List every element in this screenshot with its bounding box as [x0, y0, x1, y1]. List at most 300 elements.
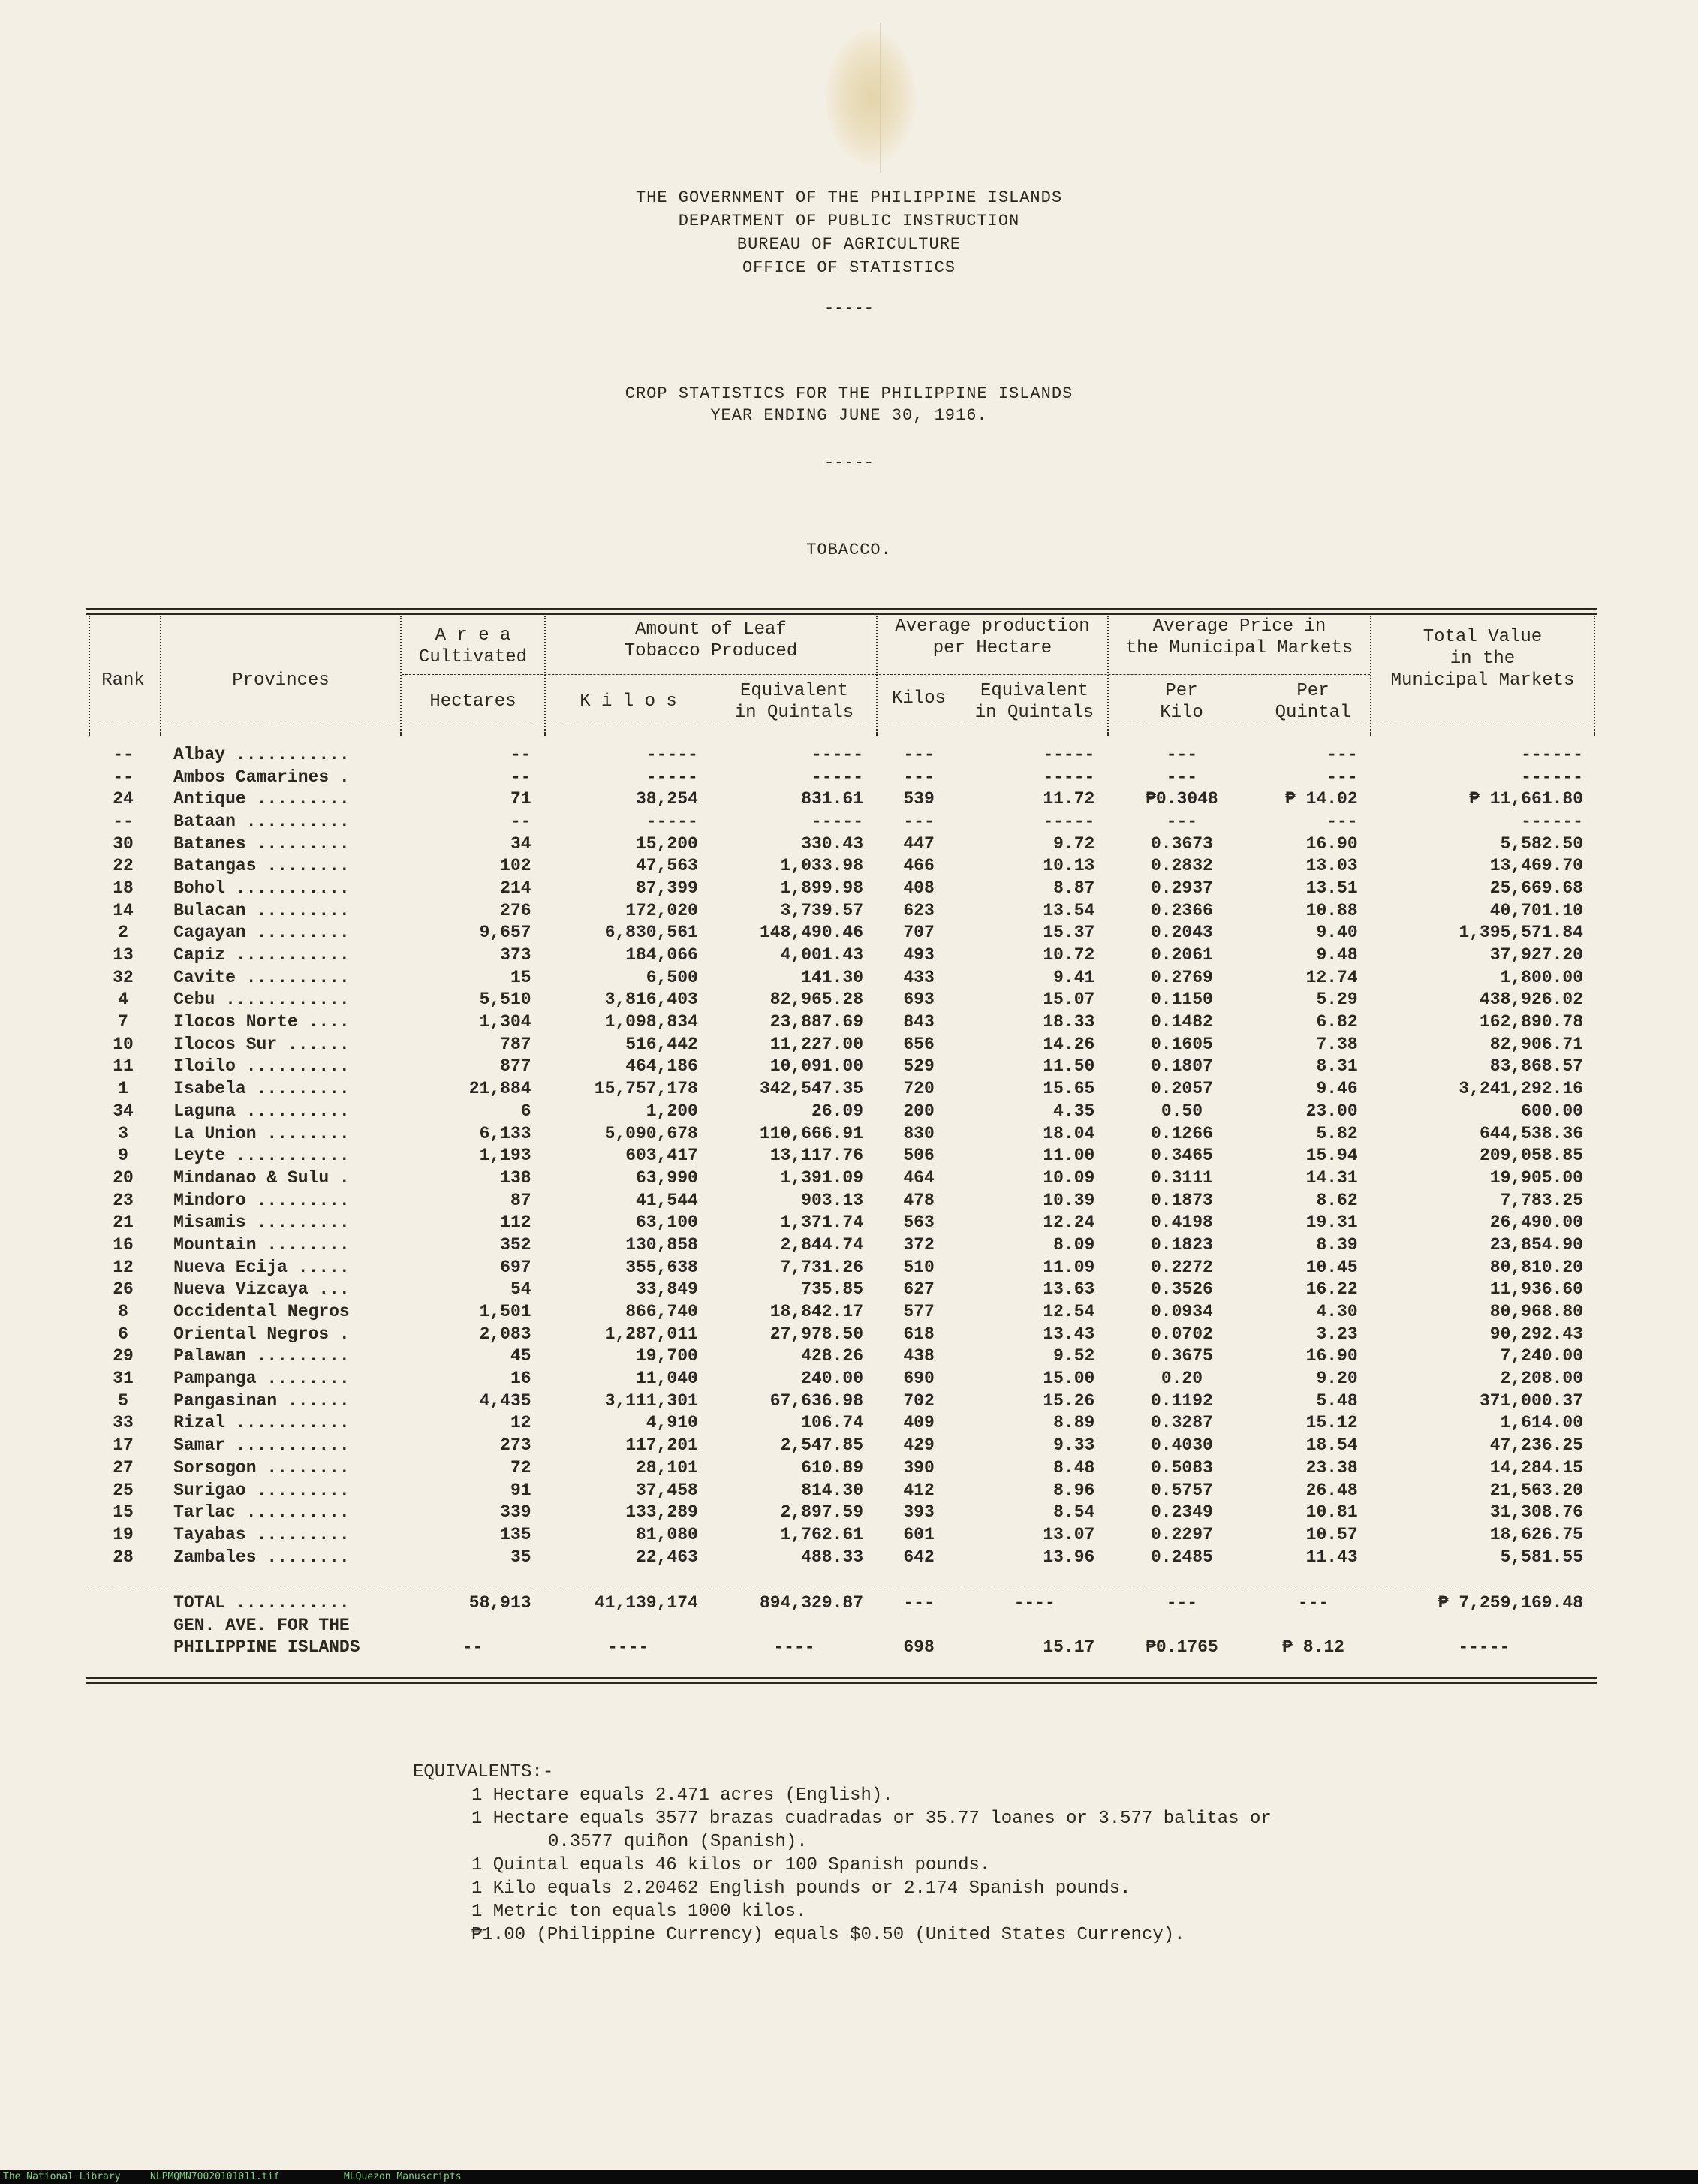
row-avg-kilos: 563	[903, 1212, 935, 1233]
row-hectares: 6,133	[479, 1123, 531, 1143]
row-avg-kilos: 627	[903, 1279, 935, 1300]
row-per-kilo: 0.2272	[1151, 1257, 1213, 1277]
col-total-label-3: Municipal Markets	[1390, 670, 1575, 691]
row-total-value: ₱ 11,661.80	[1469, 789, 1583, 809]
row-province: Cagayan .........	[173, 923, 350, 943]
row-rank: 31	[113, 1369, 134, 1389]
table-row	[86, 1077, 1597, 1100]
row-rank: 34	[113, 1101, 134, 1121]
col-provinces: Provinces	[232, 670, 330, 691]
row-total-value: 371,000.37	[1479, 1390, 1583, 1411]
row-hectares: 102	[500, 856, 531, 876]
table-row	[86, 989, 1597, 1011]
col-equiv-quintals	[712, 680, 876, 724]
row-quintals: -----	[811, 744, 864, 764]
row-quintals: 67,636.98	[769, 1390, 864, 1411]
row-hectares: --	[510, 811, 531, 831]
col-avg-kilos: Kilos	[891, 688, 946, 709]
row-avg-kilos: 200	[903, 1101, 935, 1121]
table-row	[86, 1457, 1597, 1479]
row-quintals: 342,547.35	[760, 1079, 864, 1099]
row-avg-quintals: 15.37	[1043, 923, 1095, 943]
table-row	[86, 1144, 1597, 1167]
footer-library: The National Library	[3, 2171, 121, 2182]
row-per-quintal: 16.22	[1305, 1279, 1358, 1300]
row-quintals: 10,091.00	[769, 1056, 864, 1077]
row-kilos: 464,186	[625, 1056, 698, 1077]
col-avg-price	[1109, 616, 1370, 659]
row-avg-kilos: 408	[903, 878, 935, 898]
row-hectares: 138	[500, 1167, 531, 1188]
row-rank: 10	[113, 1034, 134, 1054]
row-per-kilo: 0.1192	[1151, 1390, 1213, 1411]
equivalent-line-5: 1 Metric ton equals 1000 kilos.	[471, 1902, 807, 1922]
average-label-2: PHILIPPINE ISLANDS	[173, 1637, 360, 1658]
row-quintals: 610.89	[801, 1457, 864, 1478]
row-total-value: 80,810.20	[1489, 1257, 1583, 1277]
row-kilos: 133,289	[625, 1502, 698, 1523]
row-province: Tayabas .........	[173, 1524, 350, 1544]
row-avg-kilos: 702	[903, 1390, 935, 1411]
table-bottom-rule-2	[86, 1682, 1597, 1684]
average-row-1	[86, 1614, 1597, 1637]
col-kilos: K i l o s	[580, 691, 677, 712]
table-row	[86, 1234, 1597, 1256]
row-province: Iloilo ..........	[173, 1056, 350, 1077]
row-rank: 3	[118, 1123, 128, 1143]
row-avg-kilos: 409	[903, 1413, 935, 1433]
row-quintals: 148,490.46	[760, 923, 864, 943]
row-rank: 19	[113, 1524, 134, 1544]
row-province: Mountain ........	[173, 1234, 350, 1255]
row-hectares: 35	[510, 1547, 531, 1567]
data-rows	[86, 743, 1597, 1568]
row-province: Surigao .........	[173, 1480, 350, 1500]
row-hectares: 273	[500, 1435, 531, 1456]
row-hectares: 1,193	[479, 1146, 531, 1166]
row-per-quintal: 26.48	[1305, 1480, 1358, 1500]
row-per-quintal: 16.90	[1305, 833, 1358, 854]
row-rank: --	[113, 744, 134, 764]
title-line-1: CROP STATISTICS FOR THE PHILIPPINE ISLANDS	[625, 384, 1073, 403]
row-province: Cebu ............	[173, 990, 350, 1010]
header-line-department: DEPARTMENT OF PUBLIC INSTRUCTION	[678, 212, 1020, 230]
row-per-kilo: 0.2061	[1151, 945, 1213, 965]
row-kilos: 603,417	[625, 1146, 698, 1166]
table-row	[86, 1367, 1597, 1390]
table-row	[86, 1546, 1597, 1568]
row-quintals: 2,844.74	[780, 1234, 864, 1255]
row-province: Ilocos Norte ....	[173, 1012, 350, 1032]
row-avg-quintals: -----	[1043, 767, 1095, 787]
row-rank: 27	[113, 1457, 134, 1478]
row-kilos: 15,757,178	[594, 1079, 698, 1099]
row-hectares: 276	[500, 900, 531, 920]
row-quintals: 3,739.57	[780, 900, 864, 920]
col-amount	[546, 619, 876, 662]
header-line-office: OFFICE OF STATISTICS	[742, 258, 956, 277]
row-rank: 29	[113, 1346, 134, 1366]
table-row	[86, 1345, 1597, 1368]
row-per-quintal: 3.23	[1316, 1324, 1358, 1344]
row-avg-kilos: 601	[903, 1524, 935, 1544]
paper-stain	[826, 30, 916, 165]
average-per-kilo: ₱0.1765	[1146, 1637, 1218, 1658]
row-quintals: 82,965.28	[769, 990, 864, 1010]
row-hectares: 112	[500, 1212, 531, 1233]
table-row	[86, 1300, 1597, 1323]
row-quintals: 18,842.17	[769, 1302, 864, 1322]
row-kilos: 172,020	[625, 900, 698, 920]
row-province: Cavite ..........	[173, 967, 350, 987]
table-row	[86, 854, 1597, 877]
row-quintals: 7,731.26	[780, 1257, 864, 1277]
row-avg-kilos: 372	[903, 1234, 935, 1255]
table-row	[86, 1390, 1597, 1412]
row-per-kilo: ---	[1166, 767, 1198, 787]
row-quintals: 1,391.09	[780, 1167, 864, 1188]
row-hectares: 1,304	[479, 1012, 531, 1032]
row-kilos: 3,816,403	[604, 990, 698, 1010]
row-avg-quintals: 18.04	[1043, 1123, 1095, 1143]
row-hectares: 72	[510, 1457, 531, 1478]
row-per-kilo: 0.0934	[1151, 1302, 1213, 1322]
row-avg-quintals: 14.26	[1043, 1034, 1095, 1054]
col-rank: Rank	[101, 670, 145, 691]
row-avg-quintals: 15.00	[1043, 1369, 1095, 1389]
table-top-rule-2	[86, 613, 1597, 615]
row-province: Rizal ...........	[173, 1413, 350, 1433]
row-avg-kilos: 529	[903, 1056, 935, 1077]
row-per-quintal: 5.29	[1316, 990, 1358, 1010]
row-total-value: 19,905.00	[1489, 1167, 1583, 1188]
row-avg-kilos: ---	[903, 744, 935, 764]
row-hectares: 54	[510, 1279, 531, 1300]
table-row	[86, 833, 1597, 855]
row-avg-quintals: 11.50	[1043, 1056, 1095, 1077]
row-per-kilo: ---	[1166, 811, 1198, 831]
row-quintals: 428.26	[801, 1346, 864, 1366]
row-total-value: 3,241,292.16	[1459, 1079, 1583, 1099]
col-equiv-label: Equivalent	[739, 681, 849, 701]
totals-label: TOTAL ...........	[173, 1592, 350, 1613]
row-per-quintal: 23.38	[1305, 1457, 1358, 1478]
row-per-quintal: 15.12	[1305, 1413, 1358, 1433]
row-total-value: 23,854.90	[1489, 1234, 1583, 1255]
equivalent-line-2b: 0.3577 quiñon (Spanish).	[548, 1832, 808, 1852]
row-province: Ambos Camarines .	[173, 767, 350, 787]
col-avgprod-label: Average production	[895, 616, 1090, 637]
row-total-value: 5,582.50	[1500, 833, 1583, 854]
row-rank: 30	[113, 833, 134, 854]
row-province: Sorsogon ........	[173, 1457, 350, 1478]
row-avg-quintals: 10.39	[1043, 1190, 1095, 1210]
totals-row	[86, 1592, 1597, 1614]
table-row	[86, 1056, 1597, 1078]
row-per-kilo: 0.5757	[1151, 1480, 1213, 1500]
row-total-value: 162,890.78	[1479, 1012, 1583, 1032]
row-quintals: 11,227.00	[769, 1034, 864, 1054]
row-rank: 8	[118, 1302, 128, 1322]
row-rank: 12	[113, 1257, 134, 1277]
row-hectares: 45	[510, 1346, 531, 1366]
col-hectares: Hectares	[429, 691, 516, 712]
row-hectares: 339	[500, 1502, 531, 1523]
row-per-quintal: 9.46	[1316, 1079, 1358, 1099]
row-quintals: 814.30	[801, 1480, 864, 1500]
row-per-kilo: 0.5083	[1151, 1457, 1213, 1478]
row-quintals: 13,117.76	[769, 1146, 864, 1166]
row-kilos: 117,201	[625, 1435, 698, 1456]
col-per-quintal-label: Per	[1296, 681, 1329, 701]
row-avg-kilos: 447	[903, 833, 935, 854]
row-avg-quintals: 8.87	[1053, 878, 1095, 898]
row-avg-quintals: 8.48	[1053, 1457, 1095, 1478]
row-per-kilo: 0.3673	[1151, 833, 1213, 854]
row-rank: 22	[113, 856, 134, 876]
row-avg-kilos: 656	[903, 1034, 935, 1054]
row-per-kilo: 0.2937	[1151, 878, 1213, 898]
row-rank: 23	[113, 1190, 134, 1210]
row-avg-kilos: 720	[903, 1079, 935, 1099]
row-avg-kilos: 438	[903, 1346, 935, 1366]
col-per-quintal	[1256, 680, 1370, 724]
table-row	[86, 1189, 1597, 1212]
row-per-quintal: ---	[1326, 744, 1358, 764]
row-province: Occidental Negros	[173, 1302, 350, 1322]
row-kilos: 87,399	[635, 878, 698, 898]
row-avg-kilos: 506	[903, 1146, 935, 1166]
subheader-rule	[402, 674, 1370, 675]
row-rank: 11	[113, 1056, 134, 1077]
average-avg-quintals: 15.17	[1043, 1637, 1095, 1658]
letterhead	[0, 186, 1698, 279]
row-avg-kilos: 707	[903, 923, 935, 943]
row-avg-kilos: 429	[903, 1435, 935, 1456]
row-province: Capiz ...........	[173, 945, 350, 965]
row-hectares: 6	[520, 1101, 531, 1121]
row-kilos: 516,442	[625, 1034, 698, 1054]
row-per-quintal: 12.74	[1305, 967, 1358, 987]
row-province: Zambales ........	[173, 1547, 350, 1567]
row-quintals: 1,899.98	[780, 878, 864, 898]
row-per-quintal: 7.38	[1316, 1034, 1358, 1054]
col-per-kilo-label: Per	[1165, 681, 1198, 701]
row-kilos: 11,040	[635, 1369, 698, 1389]
row-per-quintal: 14.31	[1305, 1167, 1358, 1188]
row-province: Nueva Vizcaya ...	[173, 1279, 350, 1300]
row-kilos: 28,101	[635, 1457, 698, 1478]
table-row	[86, 743, 1597, 766]
row-avg-kilos: 693	[903, 990, 935, 1010]
row-kilos: 81,080	[635, 1524, 698, 1544]
row-hectares: 214	[500, 878, 531, 898]
row-hectares: 12	[510, 1413, 531, 1433]
col-total-value	[1371, 626, 1594, 691]
row-per-kilo: 0.2349	[1151, 1502, 1213, 1523]
row-per-kilo: 0.2832	[1151, 856, 1213, 876]
row-hectares: 15	[510, 967, 531, 987]
totals-kilos: 41,139,174	[594, 1592, 698, 1613]
row-kilos: 6,830,561	[604, 923, 698, 943]
row-per-kilo: 0.4198	[1151, 1212, 1213, 1233]
row-total-value: 1,395,571.84	[1459, 923, 1583, 943]
row-avg-kilos: 510	[903, 1257, 935, 1277]
row-per-kilo: 0.1266	[1151, 1123, 1213, 1143]
row-province: Mindanao & Sulu .	[173, 1167, 350, 1188]
row-province: Mindoro .........	[173, 1190, 350, 1210]
average-per-quintal: ₱ 8.12	[1282, 1637, 1344, 1658]
row-rank: 16	[113, 1234, 134, 1255]
totals-avg-kilos: ---	[903, 1592, 935, 1613]
title-line-2: YEAR ENDING JUNE 30, 1916.	[710, 406, 988, 425]
row-avg-quintals: 8.54	[1053, 1502, 1095, 1523]
totals-quintals: 894,329.87	[760, 1592, 864, 1613]
row-avg-kilos: 493	[903, 945, 935, 965]
row-rank: 28	[113, 1547, 134, 1567]
row-avg-kilos: 577	[903, 1302, 935, 1322]
row-quintals: 330.43	[801, 833, 864, 854]
row-total-value: 209,058.85	[1479, 1146, 1583, 1166]
row-per-quintal: 8.62	[1316, 1190, 1358, 1210]
row-per-quintal: 13.51	[1305, 878, 1358, 898]
row-province: Antique .........	[173, 789, 350, 809]
row-province: Leyte ...........	[173, 1146, 350, 1166]
row-per-quintal: 15.94	[1305, 1146, 1358, 1166]
totals-table	[86, 1592, 1597, 1658]
row-avg-quintals: -----	[1043, 744, 1095, 764]
row-avg-quintals: 13.63	[1043, 1279, 1095, 1300]
header-divider: -----	[823, 299, 874, 318]
col-separator	[1594, 616, 1595, 736]
row-kilos: 3,111,301	[604, 1390, 698, 1411]
table-row	[86, 766, 1597, 788]
table-row	[86, 899, 1597, 922]
table-row	[86, 1211, 1597, 1234]
row-avg-quintals: 13.54	[1043, 900, 1095, 920]
row-kilos: 1,200	[646, 1101, 698, 1121]
row-per-kilo: 0.50	[1161, 1101, 1203, 1121]
table-row	[86, 1279, 1597, 1301]
row-rank: 7	[118, 1012, 128, 1032]
row-per-kilo: 0.1807	[1151, 1056, 1213, 1077]
row-per-kilo: 0.2297	[1151, 1524, 1213, 1544]
row-avg-quintals: 9.41	[1053, 967, 1095, 987]
row-province: Misamis .........	[173, 1212, 350, 1233]
row-total-value: 7,240.00	[1500, 1346, 1583, 1366]
row-avg-kilos: 642	[903, 1547, 935, 1567]
row-province: La Union ........	[173, 1123, 350, 1143]
row-hectares: 135	[500, 1524, 531, 1544]
row-province: Ilocos Sur ......	[173, 1034, 350, 1054]
table-row	[86, 1033, 1597, 1056]
row-rank: 33	[113, 1413, 134, 1433]
row-total-value: ------	[1521, 767, 1583, 787]
row-total-value: 82,906.71	[1489, 1034, 1583, 1054]
row-kilos: 4,910	[646, 1413, 698, 1433]
row-quintals: 23,887.69	[769, 1012, 864, 1032]
row-per-quintal: 13.03	[1305, 856, 1358, 876]
row-avg-quintals: 15.26	[1043, 1390, 1095, 1411]
row-per-quintal: 18.54	[1305, 1435, 1358, 1456]
equivalents-notes	[413, 1761, 1272, 1947]
row-per-kilo: 0.1150	[1151, 990, 1213, 1010]
row-kilos: 184,066	[625, 945, 698, 965]
report-title	[0, 383, 1698, 426]
row-per-quintal: 10.88	[1305, 900, 1358, 920]
row-per-kilo: 0.2366	[1151, 900, 1213, 920]
average-label-1: GEN. AVE. FOR THE	[173, 1615, 350, 1635]
row-hectares: 1,501	[479, 1302, 531, 1322]
equivalents-heading: EQUIVALENTS:-	[413, 1762, 554, 1782]
row-quintals: 1,033.98	[780, 856, 864, 876]
row-avg-quintals: 15.07	[1043, 990, 1095, 1010]
row-per-quintal: 19.31	[1305, 1212, 1358, 1233]
row-quintals: 1,762.61	[780, 1524, 864, 1544]
row-hectares: 352	[500, 1234, 531, 1255]
row-avg-quintals: 12.54	[1043, 1302, 1095, 1322]
row-total-value: 18,626.75	[1489, 1524, 1583, 1544]
row-avg-kilos: 433	[903, 967, 935, 987]
row-avg-kilos: 464	[903, 1167, 935, 1188]
row-total-value: 11,936.60	[1489, 1279, 1583, 1300]
row-kilos: 6,500	[646, 967, 698, 987]
footer-collection: MLQuezon Manuscripts	[344, 2171, 462, 2182]
col-area-label: A r e a	[435, 625, 511, 646]
row-avg-quintals: 13.07	[1043, 1524, 1095, 1544]
row-hectares: 87	[510, 1190, 531, 1210]
row-quintals: 27,978.50	[769, 1324, 864, 1344]
totals-hectares: 58,913	[468, 1592, 531, 1613]
average-kilos: ----	[607, 1637, 649, 1658]
table-row	[86, 1011, 1597, 1033]
row-per-kilo: 0.2485	[1151, 1547, 1213, 1567]
row-total-value: 2,208.00	[1500, 1369, 1583, 1389]
row-province: Pampanga ........	[173, 1369, 350, 1389]
row-per-kilo: ₱0.3048	[1146, 789, 1218, 809]
row-rank: 25	[113, 1480, 134, 1500]
row-kilos: 63,990	[635, 1167, 698, 1188]
row-kilos: 47,563	[635, 856, 698, 876]
row-hectares: 16	[510, 1369, 531, 1389]
row-per-kilo: 0.3526	[1151, 1279, 1213, 1300]
row-province: Batangas ........	[173, 856, 350, 876]
row-kilos: 5,090,678	[604, 1123, 698, 1143]
row-per-quintal: 16.90	[1305, 1346, 1358, 1366]
equivalent-line-6: ₱1.00 (Philippine Currency) equals $0.50 (United States Currency).	[471, 1925, 1185, 1945]
col-total-label-2: in the	[1450, 649, 1516, 669]
row-rank: 6	[118, 1324, 128, 1344]
crop-heading: TOBACCO.	[806, 541, 892, 559]
row-rank: --	[113, 767, 134, 787]
row-quintals: 240.00	[801, 1369, 864, 1389]
row-kilos: 130,858	[625, 1234, 698, 1255]
row-kilos: -----	[646, 744, 698, 764]
row-hectares: 877	[500, 1056, 531, 1077]
average-hectares: --	[462, 1637, 483, 1658]
row-province: Bataan ..........	[173, 811, 350, 831]
row-total-value: 40,701.10	[1489, 900, 1583, 920]
table-row	[86, 1256, 1597, 1279]
row-total-value: 600.00	[1521, 1101, 1583, 1121]
row-per-kilo: 0.1823	[1151, 1234, 1213, 1255]
table-row	[86, 1323, 1597, 1345]
col-equiv-label-2: in Quintals	[734, 703, 854, 723]
row-per-quintal: 9.20	[1316, 1369, 1358, 1389]
row-per-quintal: 6.82	[1316, 1012, 1358, 1032]
row-total-value: 438,926.02	[1479, 990, 1583, 1010]
row-per-kilo: 0.1873	[1151, 1190, 1213, 1210]
